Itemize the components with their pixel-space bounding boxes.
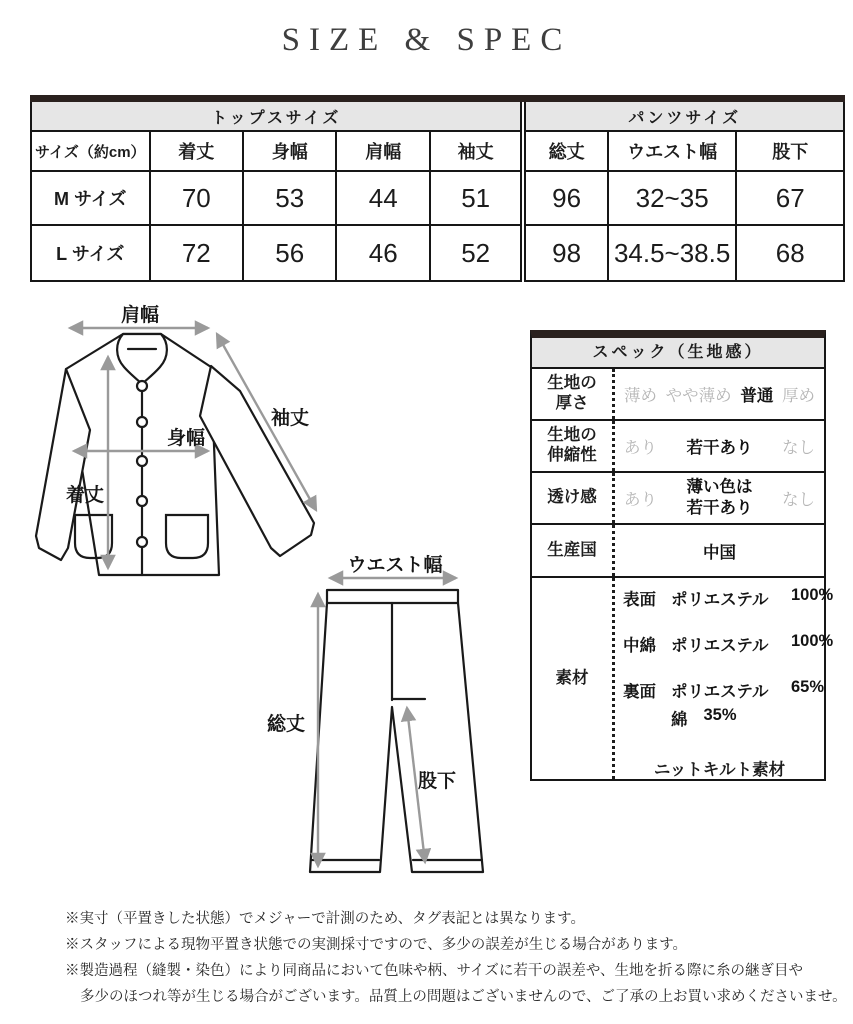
cell-value: 68 (736, 225, 844, 281)
spec-table (530, 330, 834, 781)
spec-option: やや薄め (665, 387, 732, 405)
spec-country-value: 中国 (703, 543, 736, 562)
material-percent: 100% (791, 585, 834, 604)
table-row-l (31, 225, 844, 281)
body-width-label: 身幅 (166, 428, 206, 449)
material-name: 綿 (671, 710, 688, 729)
notes (65, 906, 847, 1010)
spec-option: 薄め (624, 387, 657, 405)
material-percent: 35% (703, 705, 737, 724)
cell-value: 51 (430, 171, 523, 225)
waist-width-label: ウエスト幅 (347, 555, 443, 576)
cell-value: 32~35 (608, 171, 737, 225)
note-line: 多少のほつれ等が生じる場合がございます。品質上の問題はございませんので、ご了承の上お買い求めくださいませ。 (80, 989, 847, 1005)
spec-options-thickness (612, 369, 824, 419)
spec-options-stretch (612, 421, 824, 471)
column-header-size: サイズ（約cm） (31, 131, 150, 171)
pants-diagram (240, 545, 502, 887)
material-line (623, 677, 825, 702)
row-label-l: L サイズ (31, 225, 150, 281)
spec-options-sheerness (612, 473, 824, 523)
spec-material-content (612, 578, 834, 779)
cell-value: 56 (243, 225, 336, 281)
spec-row-country (532, 525, 824, 578)
inseam-label: 股下 (417, 771, 457, 792)
material-part: 表面 (623, 590, 656, 609)
pants-outline (310, 590, 483, 872)
body-length-label: 着丈 (65, 485, 105, 506)
cell-value: 52 (430, 225, 523, 281)
material-footer: ニットキルト素材 (653, 760, 786, 779)
spec-label-line: 生地の (547, 426, 597, 445)
column-header-body-length: 着丈 (150, 131, 243, 171)
spec-row-sheerness (532, 473, 824, 525)
total-length-label: 総丈 (266, 714, 306, 735)
spec-option: あり (624, 491, 657, 509)
spec-label-stretch (532, 421, 612, 471)
column-header-shoulder-width: 肩幅 (336, 131, 429, 171)
spec-option-selected: 普通 (740, 387, 774, 405)
column-header-body-width: 身幅 (243, 131, 336, 171)
cell-value: 98 (523, 225, 607, 281)
group-header-pants: パンツサイズ (523, 99, 844, 132)
cell-value: 70 (150, 171, 243, 225)
spec-row-thickness (532, 369, 824, 421)
spec-option: 厚め (781, 387, 815, 405)
spec-option: なし (782, 491, 815, 509)
spec-label-line: 素材 (555, 668, 589, 687)
spec-label-line: 伸縮性 (547, 446, 597, 464)
spec-label-country (532, 525, 612, 576)
sleeve-length-label: 袖丈 (270, 408, 310, 429)
cell-value: 96 (523, 171, 607, 225)
spec-country-value-wrap (612, 525, 824, 576)
spec-row-material (532, 578, 834, 779)
table-row-m (31, 171, 844, 225)
spec-row-stretch (532, 421, 824, 473)
spec-label-line: 透け感 (547, 488, 597, 507)
cell-value: 34.5~38.5 (608, 225, 737, 281)
material-name: ポリエステル (671, 590, 769, 609)
spec-label-line: 厚さ (555, 394, 589, 412)
spec-label-line: 生地の (547, 374, 597, 393)
spec-label-sheerness (532, 473, 612, 523)
material-part: 中綿 (623, 636, 656, 655)
note-line: ※スタッフによる現物平置き状態での実測採寸ですので、多少の誤差が生じる場合があります。 (65, 937, 688, 953)
spec-label-line: 生産国 (547, 540, 597, 559)
spec-label-thickness (532, 369, 612, 419)
column-header-inseam: 股下 (736, 131, 844, 171)
material-percent: 65% (791, 677, 825, 696)
material-line (623, 706, 816, 730)
shoulder-width-label: 肩幅 (120, 305, 160, 326)
material-line (623, 585, 834, 610)
spec-table-header: スペック（生地感） (532, 338, 824, 369)
note-line: ※実寸（平置きした状態）でメジャーで計測のため、タグ表記とは異なります。 (65, 911, 585, 927)
material-name: ポリエステル (671, 636, 769, 655)
spec-option-selected (687, 477, 753, 518)
row-label-m: M サイズ (31, 171, 150, 225)
material-name: ポリエステル (671, 682, 769, 701)
column-header-waist-width: ウエスト幅 (608, 131, 737, 171)
column-header-total-length: 総丈 (523, 131, 607, 171)
note-line: ※製造過程（縫製・染色）により同商品において色味や柄、サイズに若干の誤差や、生地を折る際に糸の継ぎ目や (65, 963, 804, 979)
material-line (623, 631, 834, 656)
cell-value: 46 (336, 225, 429, 281)
page-title: SIZE & SPEC (281, 22, 572, 58)
cell-value: 53 (243, 171, 336, 225)
material-part: 裏面 (623, 682, 656, 701)
group-header-tops: トップスサイズ (31, 99, 523, 132)
cell-value: 72 (150, 225, 243, 281)
spec-option: なし (782, 439, 815, 457)
material-part (623, 706, 671, 730)
spec-option-line: 薄い色は (686, 478, 753, 497)
column-header-sleeve-length: 袖丈 (430, 131, 523, 171)
size-table (30, 95, 845, 282)
spec-option: あり (624, 439, 657, 457)
spec-option-line: 若干あり (686, 499, 753, 517)
spec-option-selected: 若干あり (686, 439, 753, 457)
cell-value: 67 (736, 171, 844, 225)
spec-label-material (532, 578, 612, 779)
size-table-header-row (31, 131, 844, 171)
size-table-group-row (31, 99, 844, 132)
material-percent: 100% (791, 631, 834, 650)
cell-value: 44 (336, 171, 429, 225)
